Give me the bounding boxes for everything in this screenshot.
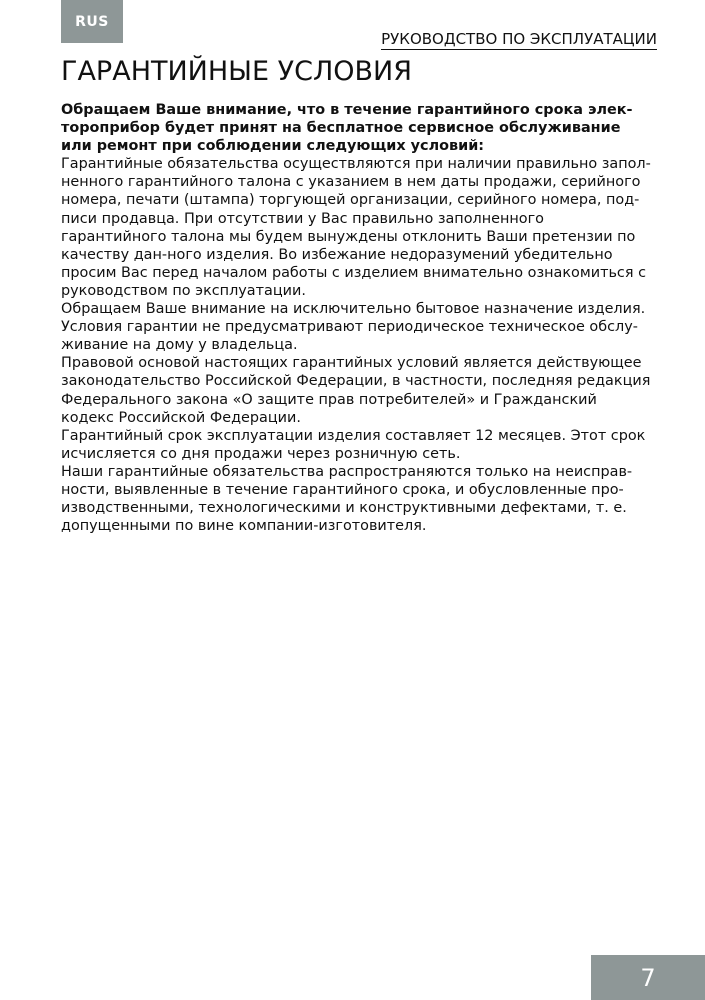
lead-paragraph: Обращаем Ваше внимание, что в течение гарантийного срока элек-тороприбор будет принят на бесплатное сервисное обслуживание или ремонт при соблюдении следующих условий:	[61, 102, 633, 155]
paragraph-legal-basis: Правовой основой настоящих гарантийных условий является действующее законодательство Российской Федерации, в частности, последняя редакция Федерального закона «О защите прав потребителей» и Гражданский кодекс Российской Федерации.	[61, 355, 651, 426]
page-number: 7	[591, 955, 705, 1000]
language-tab: RUS	[61, 0, 123, 43]
paragraph-warranty-period: Гарантийный срок эксплуатации изделия составляет 12 месяцев. Этот срок исчисляется со дня продажи через розничную сеть.	[61, 427, 646, 462]
page-title: ГАРАНТИЙНЫЕ УСЛОВИЯ	[61, 56, 412, 87]
paragraph-warranty-scope: Наши гарантийные обязательства распространяются только на неисправ-ности, выявленные в течение гарантийного срока, и обусловленные про-изводственными, технологическими и конструктивными дефектами, т. е. допущенными по вине компании-изготовителя.	[61, 463, 633, 535]
running-header: РУКОВОДСТВО ПО ЭКСПЛУАТАЦИИ	[381, 30, 657, 48]
paragraph-warranty-card: Гарантийные обязательства осуществляются при наличии правильно запол-ненного гарантийного талона с указанием в нем даты продажи, серийного номера, печати (штампа) торгующей организации, серийного номера, под-писи продавца. При отсутствии у Вас правильно заполненного гарантийного талона мы будем вынуждены отклонить Ваши претензии по качеству дан-ного изделия. Во избежание недоразумений убедительно просим Вас перед началом работы с изделием внимательно ознакомиться с руководством по эксплуатации.	[61, 156, 651, 299]
paragraph-household-use: Обращаем Ваше внимание на исключительно бытовое назначение изделия. Условия гарантии не предусматривают периодическое техническое обслу-живание на дому у владельца.	[61, 301, 646, 354]
warranty-text	[61, 101, 651, 535]
